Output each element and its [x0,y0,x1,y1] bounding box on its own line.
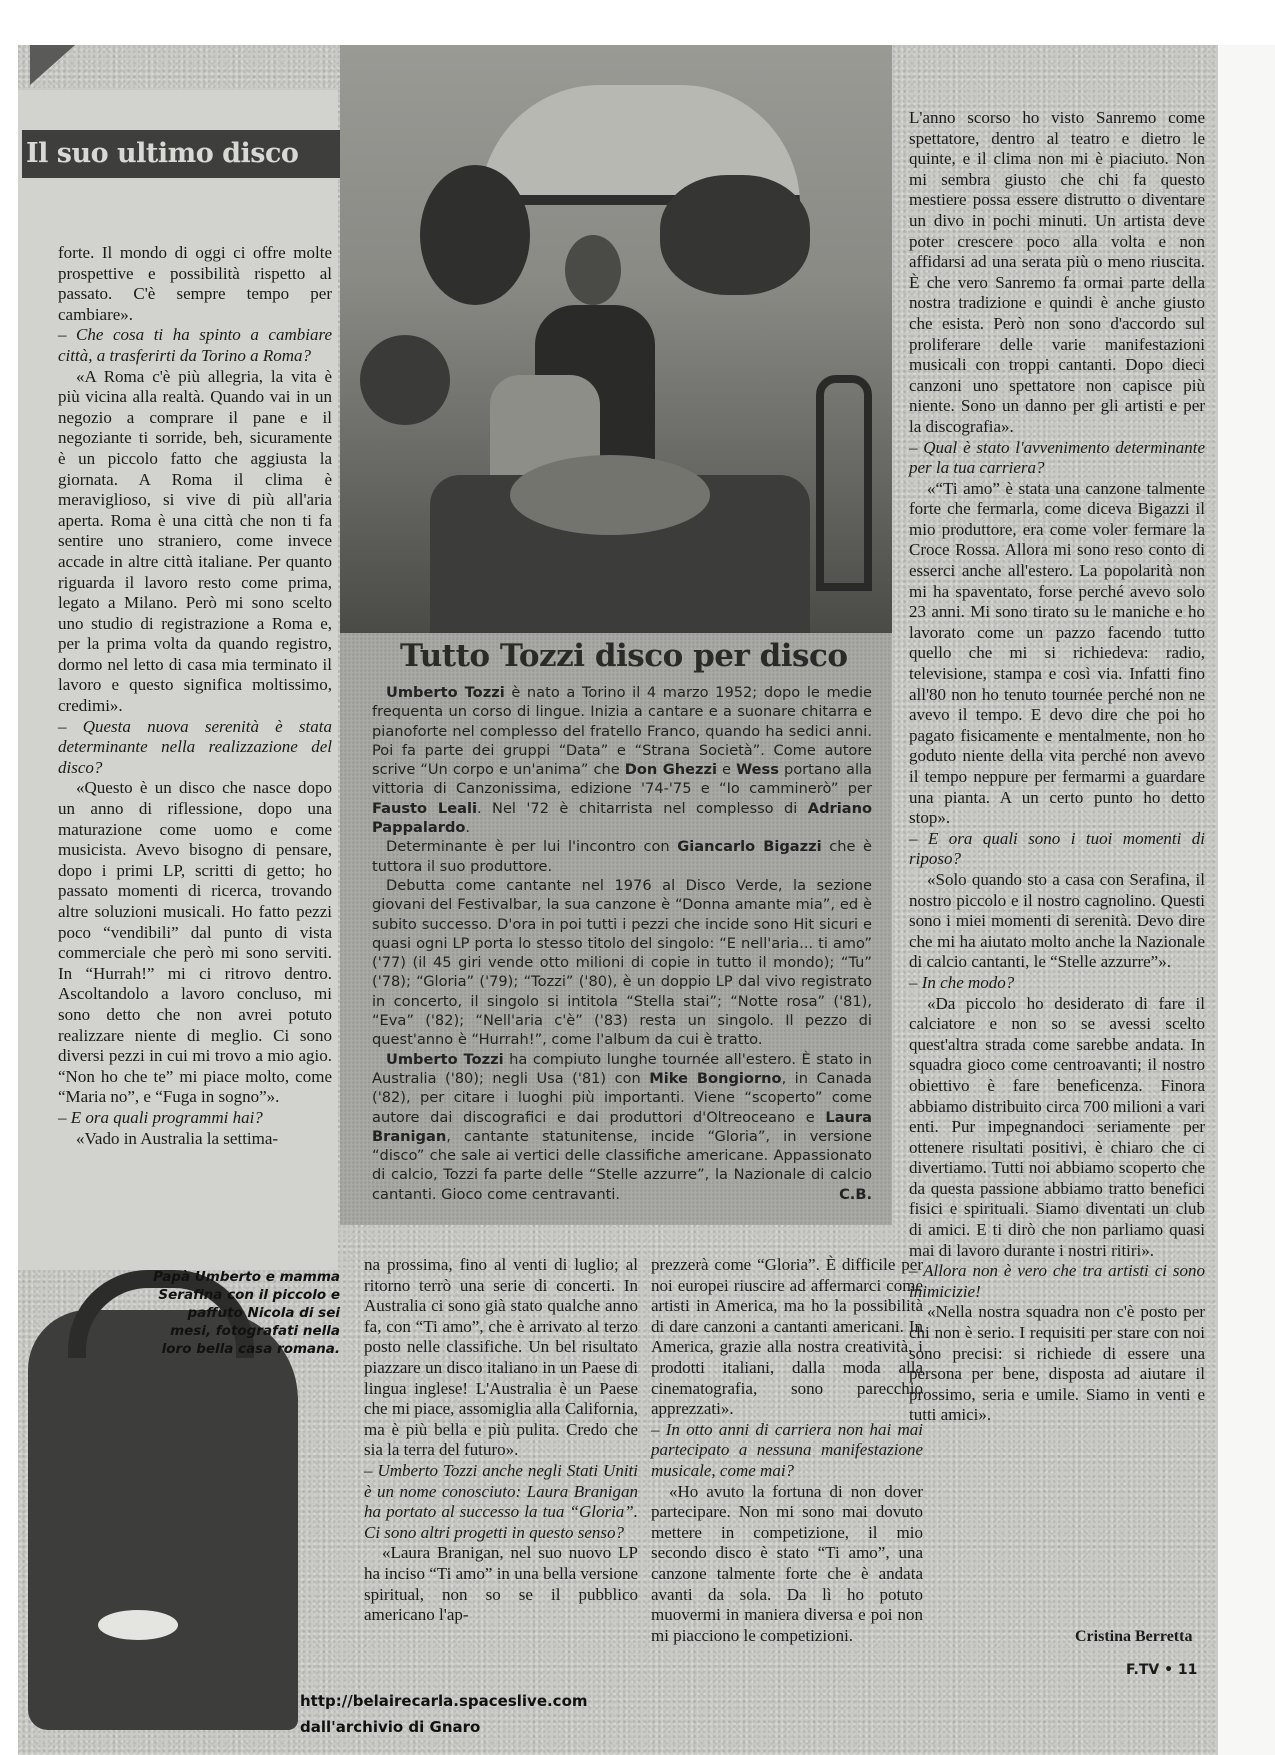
interview-question: – E ora quali programmi hai? [58,1107,263,1127]
interview-question: – Che cosa ti ha spinto a cambiare città, a trasferirti da Torino a Roma? [58,325,332,365]
photo-handbag [28,1310,298,1730]
sidebar-paragraph: Umberto Tozzi ha compiuto lunghe tournée all'estero. È stato in Australia ('80); negli Usa ('81) con Mike Bongiorno, in Canada ('82), per citare i luoghi più importanti. Viene “scoperto” come autore dai discografici e dai produttori d'Oltreoceano e Laura Branigan, cantante statunitense, incide “Gloria”, in versione “disco” che sale ai vertici delle classifiche americane. Appassionato di calcio, Tozzi fa parte delle “Stelle azzurre”, la Nazionale di calcio cantanti. Gioco come centravanti. C.B. [372,1050,872,1203]
bag-highlight [98,1610,178,1640]
photo-chair [816,375,872,591]
sidebar-paragraph: Umberto Tozzi è nato a Torino il 4 marzo 1952; dopo le medie frequenta un corso di lingue. Inizia a cantare e a suonare chitarra e pianoforte nel complesso del fratello Franco, quando ha sedici anni. Poi fa parte dei gruppi “Data” e “Strana Società”. Come autore scrive “Un corpo e un'anima” che Don Ghezzi e Wess portano alla vittoria di Canzonissima, edizione '74-'75 e “Io camminerò” per Fausto Leali. Nel '72 è chitarrista nel complesso di Adriano Pappalardo. [372,684,873,837]
interview-question: – In otto anni di carriera non hai mai partecipato a nessuna manifestazione musicale, come mai? [651,1419,923,1480]
page-folio: F.TV • 11 [1126,1662,1198,1678]
interview-answer: «Questo è un disco che nasce dopo un anno di riflessione, dopo una maturazione come uomo e come musicista. Avevo bisogno di pensare, dopo i primi LP, scritti di getto; ho passato momenti di ricerca, trovando altre soluzioni musicali. Ho fatto pezzi poco “vendibili” dal punto di vista commerciale che però mi sono serviti. In “Hurrah!” mi ci ritrovo dentro. Ascoltandolo a lavoro concluso, mi sono detto che non avrei potuto realizzare niente di meglio. Ci sono diversi pezzi in cui mi trovo a mio agio. “Non ho che te” mi piace molto, come “Maria no”, e “Fuga in sogno”». [58,778,332,1107]
interview-answer: «Laura Branigan, nel suo nuovo LP ha inciso “Ti amo” in una bella versione spiritual, non so se il pubblico americano l'ap- [364,1543,638,1625]
author-byline: Cristina Berretta [1075,1628,1193,1645]
article-column-right [909,108,1205,1426]
article-column-bottom-2 [651,1255,923,1646]
interview-answer: «“Ti amo” è stata una canzone talmente forte che fermarla, come diceva Bigazzi il mio produttore, era come voler fermare la Croce Rossa. Allora mi sono reso conto di esserci anche all'estero. La popolarità non mi ha spaventato, forse perché avevo solo 23 anni. Mi sono tirato su le maniche e ho lavorato come un pazzo facendo tutto quello che mi si richiedeva: radio, televisione, stampa e così via. Infatti fino all'80 non ho tenuto tournée perché non ne avevo il tempo. E devo dire che poi ho pagato fisicamente e mentalmente, non ho goduto niente della vita perché non avevo il tempo neppure per fermarmi a guardare una pianta. A un certo punto ho detto stop». [909,478,1205,828]
article-column-bottom-1 [364,1255,638,1626]
section-title: Il suo ultimo disco [22,130,341,178]
sidebar-body [372,683,872,1204]
photo-person-head [565,235,621,305]
scan-margin-left [0,0,18,1755]
interview-answer: «Da piccolo ho desiderato di fare il calciatore e non so se avessi scelto quest'altra strada come sarebbe andata. In squadra gioco come centroavanti; il nostro obiettivo è fare beneficenza. Finora abbiamo distribuito circa 700 milioni a vari enti. Pur impegnandoci seriamente per ottenere risultati positivi, è chiaro che ci divertiamo. Tutti noi abbiamo scoperto che da questa passione abbiamo tratto benefici fisici e spirituali. Siamo diventati un club di amici. E ti dirò che non parliamo quasi mai di lavoro durante i nostri ritiri». [909,993,1205,1260]
interview-answer: «Vado in Australia la settima- [76,1128,279,1148]
interview-answer: L'anno scorso ho visto Sanremo come spettatore, dentro al teatro e dietro le quinte, e il clima non mi è piaciuto. Non mi sembra giusto che chi fa questo mestiere possa essere distrutto o diventare un divo in pochi minuti. Un artista deve poter crescere poco alla volta e non affidarsi ad una serata più o meno riuscita. È che vero Sanremo fa ormai parte della nostra tradizione e quindi è anche giusto che esista. Però non sono d'accordo sul proliferare delle varie manifestazioni musicali con troppi cantanti. Dopo dieci canzoni uno spettatore non capisce più niente. Sono un danno per gli artisti e per la discografia». [909,108,1205,436]
interview-question: – E ora quali sono i tuoi momenti di riposo? [909,828,1205,869]
discography-sidebar [340,633,892,1225]
watermark-credit: dall'archivio di Gnaro [300,1718,481,1736]
sidebar-signature: C.B. [839,1185,872,1203]
watermark-url[interactable]: http://belairecarla.spaceslive.com [300,1692,588,1710]
photo-fruit-bowl [510,455,710,535]
interview-question: – Allora non è vero che tra artisti ci sono inimicizie! [909,1261,1205,1301]
photo-caption: Papà Umberto e mamma Serafina con il piccolo e paffuto Nicola di sei mesi, fotografati nella loro bella casa romana. [153,1269,340,1357]
photo-plant [360,335,450,425]
interview-answer: na prossima, fino al venti di luglio; al ritorno terrò una serie di concerti. In Australia ci sono già stato qualche anno fa, con “Ti amo”, che è arrivato al terzo posto nelle classifiche. Un bel risultato piazzare un disco italiano in un Paese di lingua inglese! L'Australia è un Paese che mi piace, assomiglia alla California, ma è più bella e più pulita. Credo che sia la terra del futuro». [364,1255,638,1460]
interview-question: – In che modo? [909,972,1015,992]
interview-answer: «Solo quando sto a casa con Serafina, il nostro piccolo e il nostro cagnolino. Questi sono i miei momenti di serenità. Devo dire che mi ha aiutato molto anche la Nazionale di calcio cantanti, le “Stelle azzurre”». [909,869,1205,972]
interview-answer: forte. Il mondo di oggi ci offre molte prospettive e possibilità rispetto al passato. C'è sempre tempo per cambiare». [58,243,332,324]
sidebar-title: Tutto Tozzi disco per disco [400,638,848,674]
scan-margin-top [18,0,1275,45]
interview-answer: «Nella nostra squadra non c'è posto per chi non è serio. I requisiti per stare con noi sono precisi: si richiede di essere una persona per bene, disposta ad aiutare il prossimo, seria e umile. Siamo in venti e tutti amici». [909,1302,1205,1425]
sidebar-paragraph: Determinante è per lui l'incontro con Giancarlo Bigazzi che è tuttora il suo produttore. [372,838,872,875]
interview-answer: «Ho avuto la fortuna di non dover partecipare. Non mi sono mai dovuto mettere in competizione, il mio secondo disco è stato “Ti amo”, una canzone talmente forte che è andata avanti da sola. Da lì ho potuto muovermi in maniera diversa e poi non mi piacciono le competizioni. [651,1481,923,1645]
interview-question: – Qual è stato l'avvenimento determinante per la tua carriera? [909,437,1205,478]
interview-question: – Umberto Tozzi anche negli Stati Uniti è un nome conosciuto: Laura Branigan ha portato al successo la tua “Gloria”. Ci sono altri progetti in questo senso? [364,1460,638,1542]
family-photo [340,45,892,633]
photo-plant [420,165,530,305]
sidebar-paragraph: Debutta come cantante nel 1976 al Disco Verde, la sezione giovani del Festivalbar, la sua canzone è “Donna amante mia”, ed è subito successo. D'ora in poi tutti i pezzi che incide sono Hit sicuri e quasi ogni LP porta lo stesso titolo del singolo: “E nell'aria... ti amo” ('77) (il 45 giri vende otto milioni di copie in tutto il mondo); “Tu” ('78); “Gloria” ('79); “Tozzi” ('80), è un doppio LP dal vivo registrato in concerto, il singolo si intitola “Stella stai”; “Notte rosa” ('81), “Eva” ('82); “Nell'aria c'è” ('83) resta un singolo. Il pezzo di quest'anno è “Hurrah!”, come l'album da cui è tratto. [372,876,872,1049]
watermark [300,1688,588,1740]
article-column-left [58,243,332,1149]
interview-question: – Questa nuova serenità è stata determinante nella realizzazione del disco? [58,716,332,777]
photo-plant [660,175,810,295]
interview-answer: prezzerà come “Gloria”. È difficile per noi europei riuscire ad affermarci come artisti in America, ma ho la possibilità di dare canzoni a cantanti americani. In America, grazie alla nostra creatività, i prodotti italiani, dalla moda alla cinematografia, sono parecchio apprezzati». [651,1255,923,1419]
interview-answer: «A Roma c'è più allegria, la vita è più vicina alla realtà. Quando vai in un negozio a comprare il pane e il negoziante ti sorride, beh, sicuramente è un piccolo fatto che aggiusta la giornata. A Roma il clima è meraviglioso, si vive di più all'aria aperta. Roma è una città che non ti fa sentire uno straniero, come invece accade in altre città italiane. Per quanto riguarda il lavoro resto come prima, legato a Milano. Però mi sono scelto uno studio di registrazione a Roma e, per la prima volta da quando registro, dormo nel letto di casa mia terminato il lavoro e questo significa moltissimo, credimi». [58,366,332,716]
